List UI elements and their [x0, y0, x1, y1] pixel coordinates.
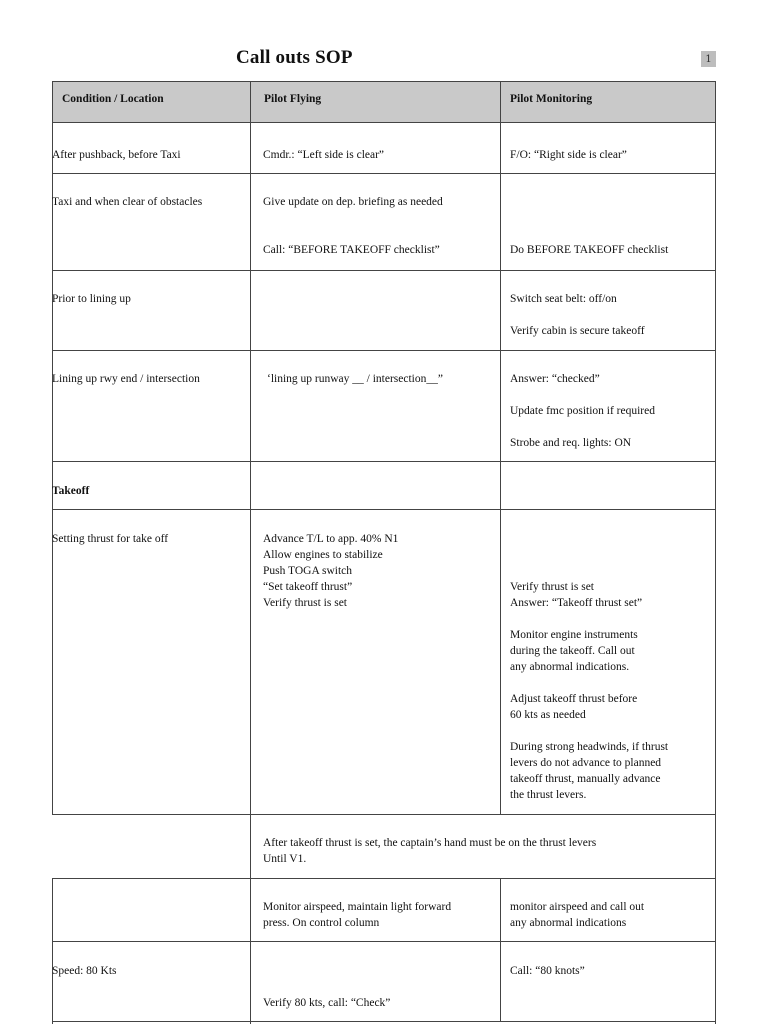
- cell-condition-taxi: Taxi and when clear of obstacles: [52, 196, 203, 208]
- cell-pm-airspeed-2: any abnormal indications: [510, 917, 627, 929]
- row-divider: [52, 509, 716, 510]
- cell-condition-lineup: Lining up rwy end / intersection: [52, 373, 200, 385]
- cell-condition-speed-80: Speed: 80 Kts: [52, 965, 117, 977]
- row-divider: [52, 941, 716, 942]
- cell-pm-thrust-5-line: During strong headwinds, if thrust: [510, 741, 669, 753]
- row-divider: [52, 350, 716, 351]
- row-divider: [52, 814, 716, 815]
- cell-pf-thrust-line: Allow engines to stabilize: [263, 549, 383, 561]
- cell-pf-airspeed-1: Monitor airspeed, maintain light forward: [263, 901, 452, 913]
- cell-pm-thrust-3-line: any abnormal indications.: [510, 661, 630, 673]
- grid-line: [52, 878, 53, 1024]
- cell-pm-airspeed-1: monitor airspeed and call out: [510, 901, 645, 913]
- grid-line: [500, 81, 501, 815]
- cell-pf-thrust-line: Advance T/L to app. 40% N1: [263, 533, 399, 545]
- cell-pm-taxi: Do BEFORE TAKEOFF checklist: [510, 244, 669, 256]
- cell-note-hand-on-levers-2: Until V1.: [263, 853, 307, 865]
- cell-pm-thrust-4-line: 60 kts as needed: [510, 709, 586, 721]
- cell-pm-thrust-3-line: during the takeoff. Call out: [510, 645, 635, 657]
- grid-line: [500, 878, 501, 1021]
- cell-condition-setting-thrust: Setting thrust for take off: [52, 533, 169, 545]
- page-number-badge: 1: [701, 51, 716, 67]
- row-divider: [52, 1021, 716, 1022]
- section-takeoff: Takeoff: [52, 485, 90, 497]
- cell-pm-thrust-5-line: takeoff thrust, manually advance: [510, 773, 661, 785]
- header-pilot-monitoring: Pilot Monitoring: [510, 93, 593, 105]
- cell-pf-thrust-line: Push TOGA switch: [263, 565, 353, 577]
- row-divider: [52, 270, 716, 271]
- row-divider: [52, 878, 716, 879]
- cell-pm-thrust-3-line: Monitor engine instruments: [510, 629, 638, 641]
- cell-pm-prior-lineup-2: Verify cabin is secure takeoff: [510, 325, 645, 337]
- callouts-table: [52, 81, 716, 1024]
- cell-pm-lineup-1: Answer: “checked”: [510, 373, 600, 385]
- cell-pf-lineup: ‘lining up runway __ / intersection__”: [267, 373, 443, 385]
- page-title: Call outs SOP: [236, 47, 353, 68]
- cell-pf-taxi-2: Call: “BEFORE TAKEOFF checklist”: [263, 244, 440, 256]
- cell-pm-thrust-5-line: the thrust levers.: [510, 789, 587, 801]
- cell-pm-thrust-5-line: levers do not advance to planned: [510, 757, 662, 769]
- header-condition: Condition / Location: [62, 93, 164, 105]
- cell-pf-pushback: Cmdr.: “Left side is clear”: [263, 149, 385, 161]
- grid-line: [52, 81, 53, 815]
- grid-line: [715, 81, 716, 1024]
- cell-pm-thrust-4-line: Adjust takeoff thrust before: [510, 693, 638, 705]
- row-divider: [52, 461, 716, 462]
- cell-pm-lineup-3: Strobe and req. lights: ON: [510, 437, 632, 449]
- cell-pf-airspeed-2: press. On control column: [263, 917, 380, 929]
- cell-pf-thrust-line: Verify thrust is set: [263, 597, 348, 609]
- cell-condition-pushback: After pushback, before Taxi: [52, 149, 181, 161]
- cell-pm-speed-80: Call: “80 knots”: [510, 965, 585, 977]
- cell-pm-prior-lineup-1: Switch seat belt: off/on: [510, 293, 617, 305]
- cell-pm-thrust-2: Answer: “Takeoff thrust set”: [510, 597, 643, 609]
- cell-pm-thrust-1: Verify thrust is set: [510, 581, 595, 593]
- cell-note-hand-on-levers-1: After takeoff thrust is set, the captain’s hand must be on the thrust levers: [263, 837, 597, 849]
- cell-condition-prior-lineup: Prior to lining up: [52, 293, 131, 305]
- row-divider: [52, 173, 716, 174]
- header-pilot-flying: Pilot Flying: [264, 93, 322, 105]
- cell-pm-lineup-2: Update fmc position if required: [510, 405, 655, 417]
- grid-line: [250, 81, 251, 1024]
- cell-pf-taxi-1: Give update on dep. briefing as needed: [263, 196, 443, 208]
- cell-pf-speed-80: Verify 80 kts, call: “Check”: [263, 997, 391, 1009]
- cell-pm-pushback: F/O: “Right side is clear”: [510, 149, 627, 161]
- cell-pf-thrust-line: “Set takeoff thrust”: [263, 581, 353, 593]
